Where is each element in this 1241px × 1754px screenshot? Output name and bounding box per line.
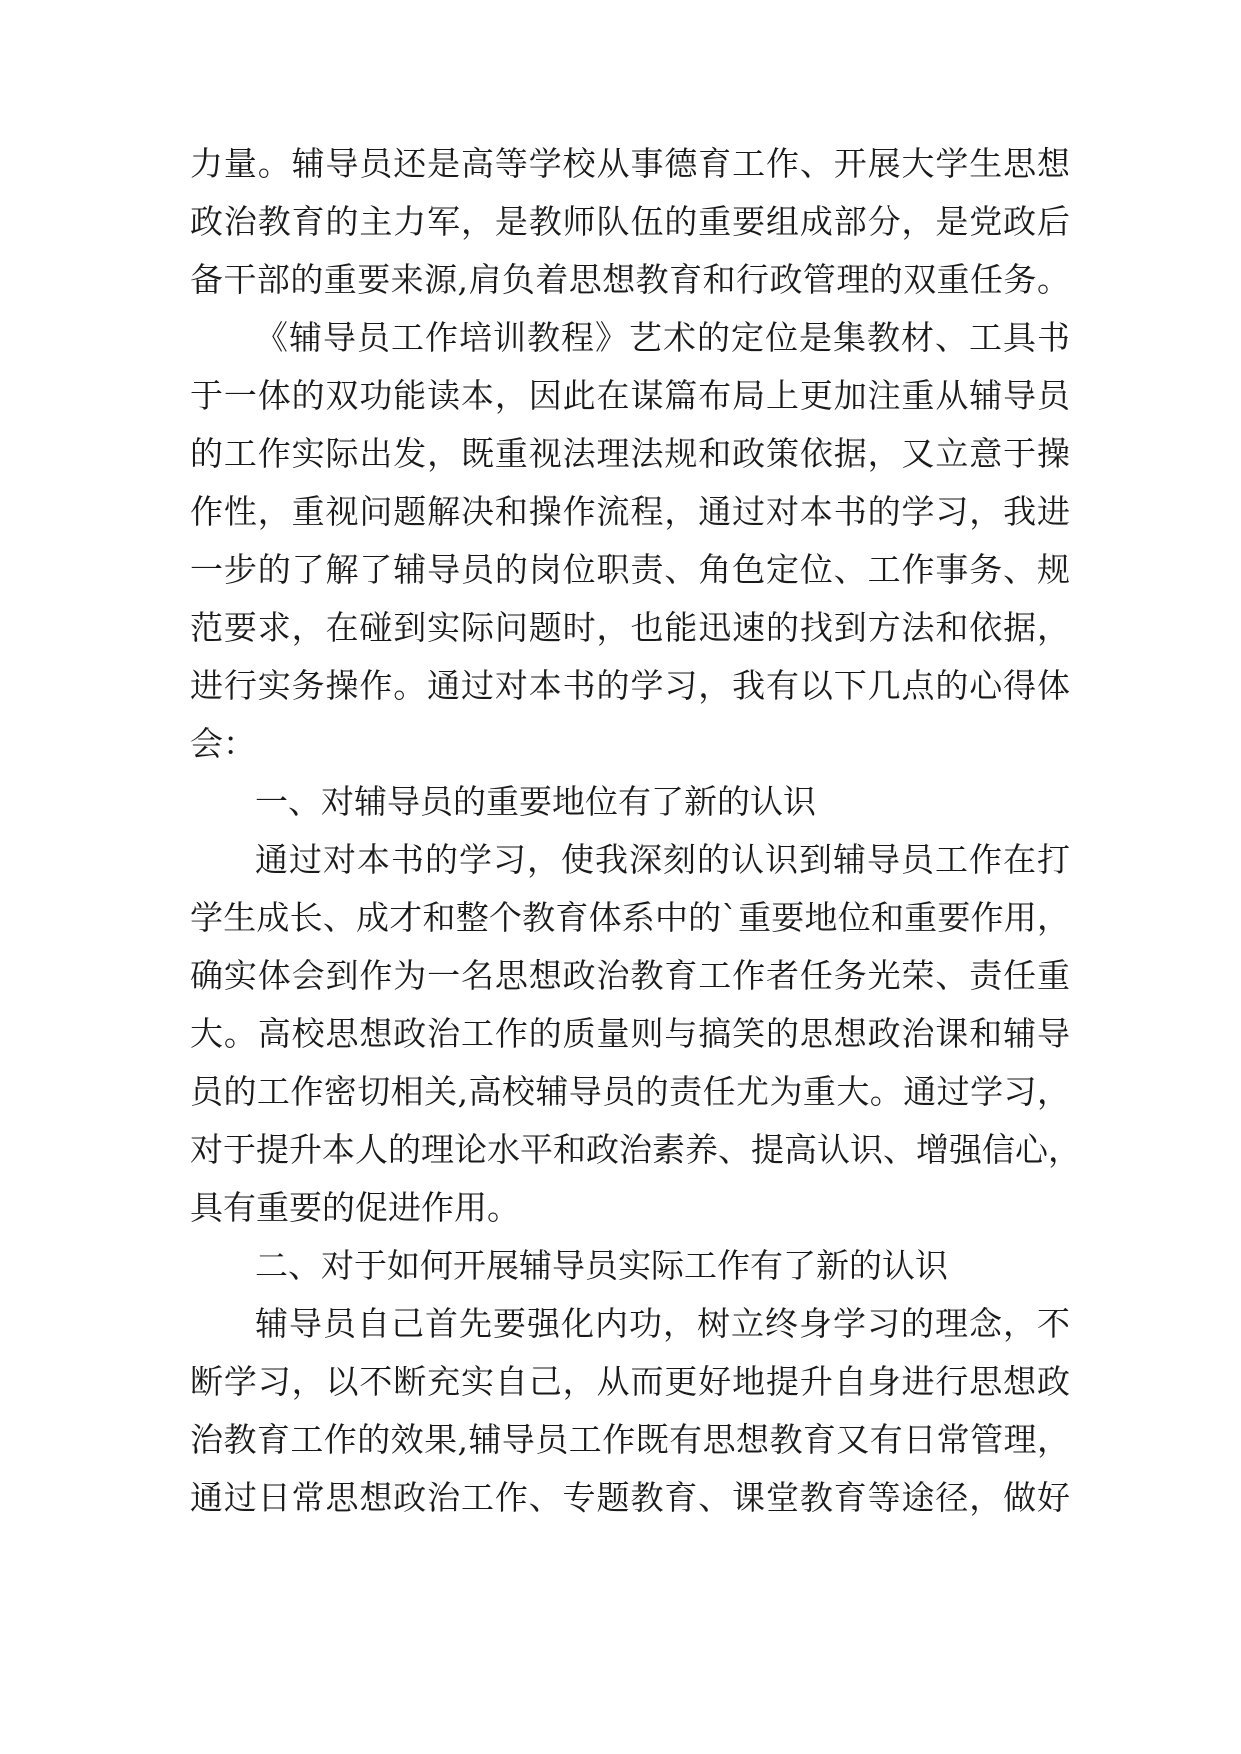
text-line: 范要求，在碰到实际问题时，也能迅速的找到方法和依据， (190, 608, 1070, 647)
text-line: 通过日常思想政治工作、专题教育、课堂教育等途径，做好 (190, 1478, 1070, 1517)
text-line: 治教育工作的效果,辅导员工作既有思想教育又有日常管理， (190, 1420, 1070, 1459)
text-line: 学生成长、成才和整个教育体系中的`重要地位和重要作用， (190, 898, 1070, 937)
section-heading: 二、对于如何开展辅导员实际工作有了新的认识 (255, 1246, 948, 1285)
section-heading: 一、对辅导员的重要地位有了新的认识 (255, 782, 816, 821)
text-line: 具有重要的促进作用。 (190, 1188, 520, 1227)
text-line: 对于提升本人的理论水平和政治素养、提高认识、增强信心， (190, 1130, 1081, 1169)
text-line: 作性，重视问题解决和操作流程，通过对本书的学习，我进 (190, 492, 1070, 531)
text-line: 力量。辅导员还是高等学校从事德育工作、开展大学生思想 (190, 144, 1070, 183)
text-line: 断学习，以不断充实自己，从而更好地提升自身进行思想政 (190, 1362, 1070, 1401)
paragraph-start: 辅导员自己首先要强化内功，树立终身学习的理念，不 (255, 1304, 1070, 1343)
text-line: 员的工作密切相关,高校辅导员的责任尤为重大。通过学习， (190, 1072, 1070, 1111)
text-line: 会： (190, 724, 256, 763)
text-line: 备干部的重要来源,肩负着思想教育和行政管理的双重任务。 (190, 260, 1070, 299)
paragraph-start: 《辅导员工作培训教程》艺术的定位是集教材、工具书 (255, 318, 1070, 357)
paragraph-start: 通过对本书的学习，使我深刻的认识到辅导员工作在打 (255, 840, 1070, 879)
text-line: 确实体会到作为一名思想政治教育工作者任务光荣、责任重 (190, 956, 1070, 995)
text-line: 的工作实际出发，既重视法理法规和政策依据，又立意于操 (190, 434, 1070, 473)
text-line: 于一体的双功能读本，因此在谋篇布局上更加注重从辅导员 (190, 376, 1070, 415)
text-line: 大。高校思想政治工作的质量则与搞笑的思想政治课和辅导 (190, 1014, 1070, 1053)
text-line: 一步的了解了辅导员的岗位职责、角色定位、工作事务、规 (190, 550, 1070, 589)
text-line: 进行实务操作。通过对本书的学习，我有以下几点的心得体 (190, 666, 1070, 705)
text-line: 政治教育的主力军，是教师队伍的重要组成部分，是党政后 (190, 202, 1070, 241)
